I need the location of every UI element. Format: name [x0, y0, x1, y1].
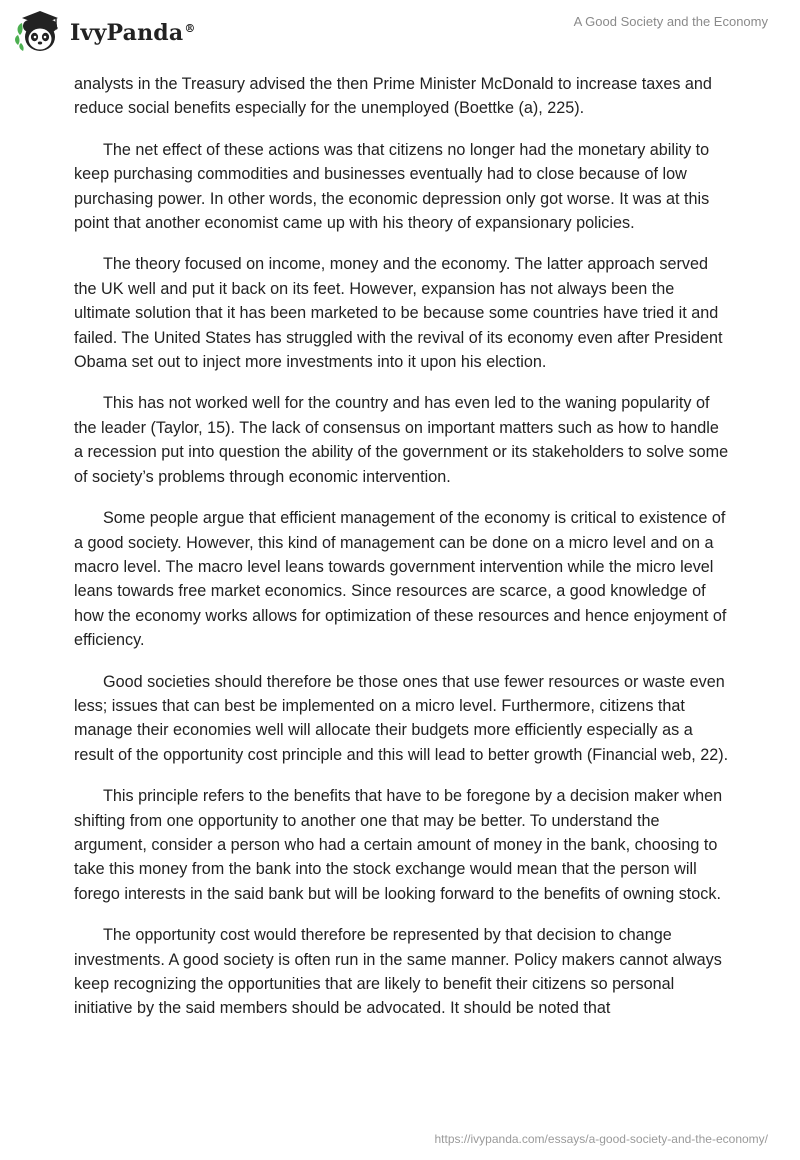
document-title: A Good Society and the Economy [573, 14, 768, 29]
essay-body [74, 72, 730, 1038]
paragraph: Some people argue that efficient management of the economy is critical to existence of a good society. However, this kind of management can be done on a micro level and on a macro level. The macro level leans towards government intervention while the micro level leans towards free market economics. Since resources are scarce, a good knowledge of how the economy works allows for optimization of these resources and hence enjoyment of efficiency. [74, 509, 727, 650]
panda-graduation-cap-icon [14, 9, 64, 55]
paragraph: The opportunity cost would therefore be represented by that decision to change investments. A good society is often run in the same manner. Policy makers cannot always keep recognizing the opportunities that are likely to benefit their citizens so personal initiative by the said members should be advocated. It should be noted that [74, 926, 722, 1018]
logo-text: IvyPanda® [70, 20, 196, 46]
ivypanda-logo[interactable] [14, 8, 196, 56]
paragraph: This has not worked well for the country and has even led to the waning popularity of the leader (Taylor, 15). The lack of consensus on important matters such as how to handle a recession put into question the ability of the government or its stakeholders to solve some of society’s problems through economic intervention. [74, 394, 729, 486]
paragraph: Good societies should therefore be those ones that use fewer resources or waste even less; issues that can best be implemented on a micro level. Furthermore, citizens that manage their economies well will allocate their budgets more efficiently especially as a result of the opportunity cost principle and this will lead to better growth (Financial web, 22). [74, 672, 729, 764]
paragraph: This principle refers to the benefits that have to be foregone by a decision maker when shifting from one opportunity to another one that may be better. To understand the argument, consider a person who had a certain amount of money in the bank, choosing to take this money from the bank into the stock exchange would mean that the person will forego interests in the said bank but will be looking forward to the benefits of owning stock. [74, 787, 723, 903]
paragraph: The net effect of these actions was that citizens no longer had the monetary ability to keep purchasing commodities and businesses eventually had to close because of low purchasing power. In other words, the economic depression only got worse. It was at this point that another economist came up with his theory of expansionary policies. [74, 140, 710, 233]
source-url[interactable]: https://ivypanda.com/essays/a-good-society-and-the-economy/ [434, 1132, 768, 1146]
page-header [0, 0, 800, 62]
paragraph: The theory focused on income, money and the economy. The latter approach served the UK well and put it back on its feet. However, expansion has not always been the ultimate solution that it has been marketed to be because some countries have tried it and failed. The United States has struggled with the revival of its economy even after President Obama set out to inject more investments into it upon his election. [74, 255, 723, 372]
paragraph: analysts in the Treasury advised the then Prime Minister McDonald to increase taxes and reduce social benefits especially for the unemployed (Boettke (a), 225). [74, 75, 712, 118]
registered-mark: ® [184, 21, 196, 35]
